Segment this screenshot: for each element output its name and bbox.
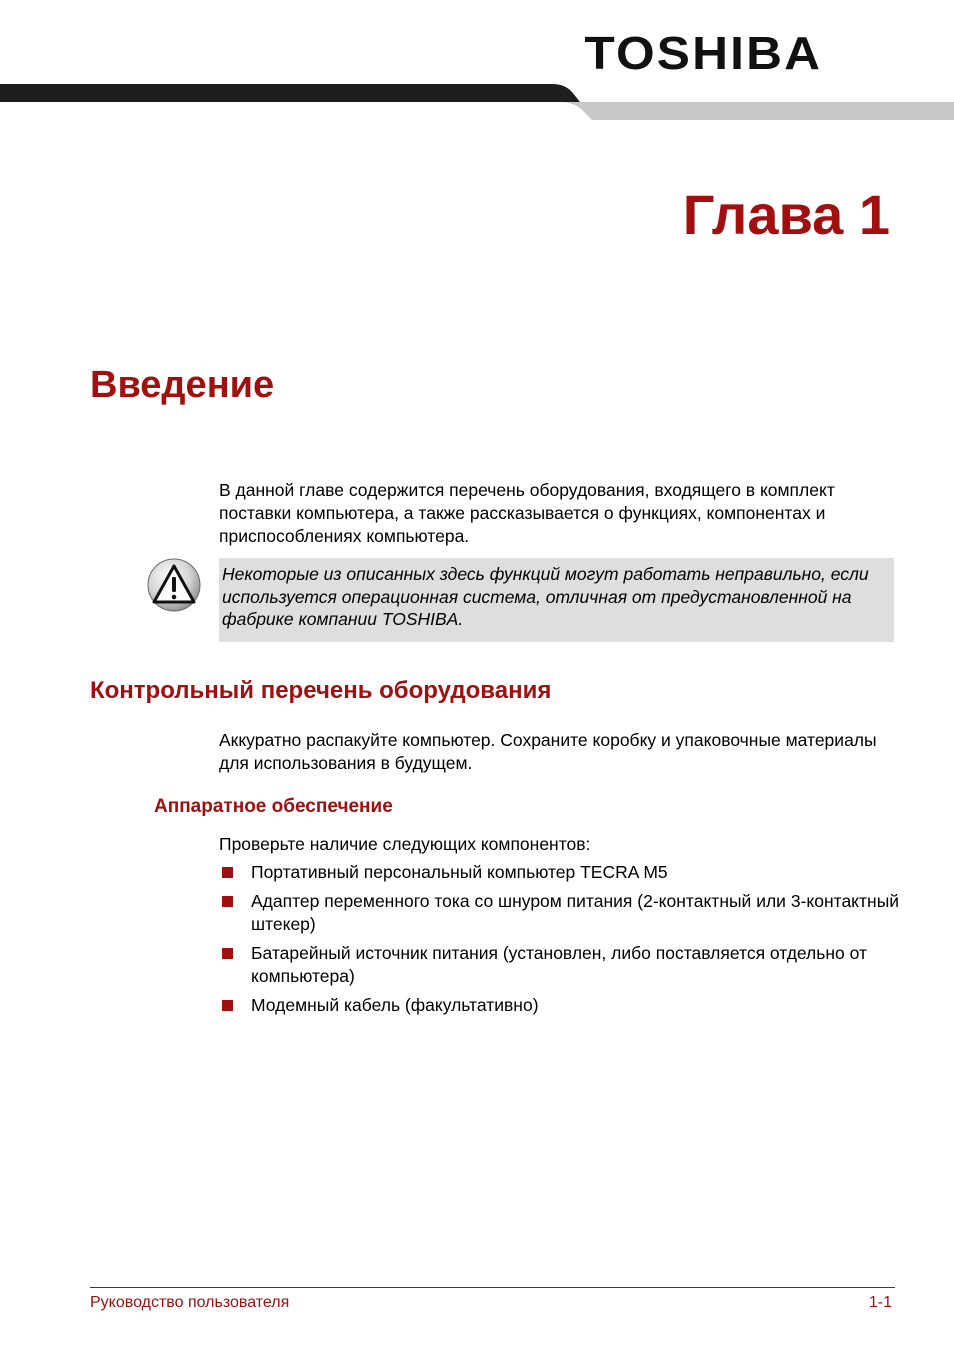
header-band-light [560, 102, 954, 120]
list-item-text: Портативный персональный компьютер TECRA M5 [251, 862, 668, 882]
list-item-text: Адаптер переменного тока со шнуром питания (2-контактный или 3-контактный штекер) [251, 891, 900, 934]
intro-paragraph: В данной главе содержится перечень оборудования, входящего в комплект поставки компьютера, а также рассказывается о функциях, компонентах и приспособлениях компьютера. [219, 480, 835, 546]
checklist-heading: Контрольный перечень оборудования [90, 677, 552, 704]
header-band-dark [0, 84, 580, 102]
list-item [219, 890, 909, 936]
footer-divider [90, 1287, 895, 1288]
square-bullet-icon [222, 896, 233, 907]
section-title: Введение [90, 364, 275, 406]
unpack-paragraph: Аккуратно распакуйте компьютер. Сохраните коробку и упаковочные материалы для использования в будущем. [219, 730, 877, 773]
warning-triangle-icon [147, 558, 201, 612]
hardware-heading: Аппаратное обеспечение [154, 796, 393, 817]
footer-title: Руководство пользователя [90, 1294, 290, 1311]
hardware-list [219, 861, 909, 1023]
square-bullet-icon [222, 1000, 233, 1011]
square-bullet-icon [222, 867, 233, 878]
note-box: Некоторые из описанных здесь функций могут работать неправильно, если используется операционная система, отличная от предустановленной на фабрике компании TOSHIBA. [219, 558, 894, 642]
page-number: 1-1 [868, 1294, 892, 1311]
hardware-intro: Проверьте наличие следующих компонентов: [219, 834, 591, 854]
list-item [219, 942, 909, 988]
list-item-text: Модемный кабель (факультативно) [251, 995, 539, 1015]
header-band [0, 84, 954, 124]
chapter-title: Глава 1 [682, 183, 890, 246]
list-item-text: Батарейный источник питания (установлен, либо поставляется отдельно от компьютера) [251, 943, 868, 986]
list-item [219, 861, 909, 884]
square-bullet-icon [222, 948, 233, 959]
toshiba-logo: TOSHIBA [584, 27, 822, 79]
list-item [219, 994, 909, 1017]
